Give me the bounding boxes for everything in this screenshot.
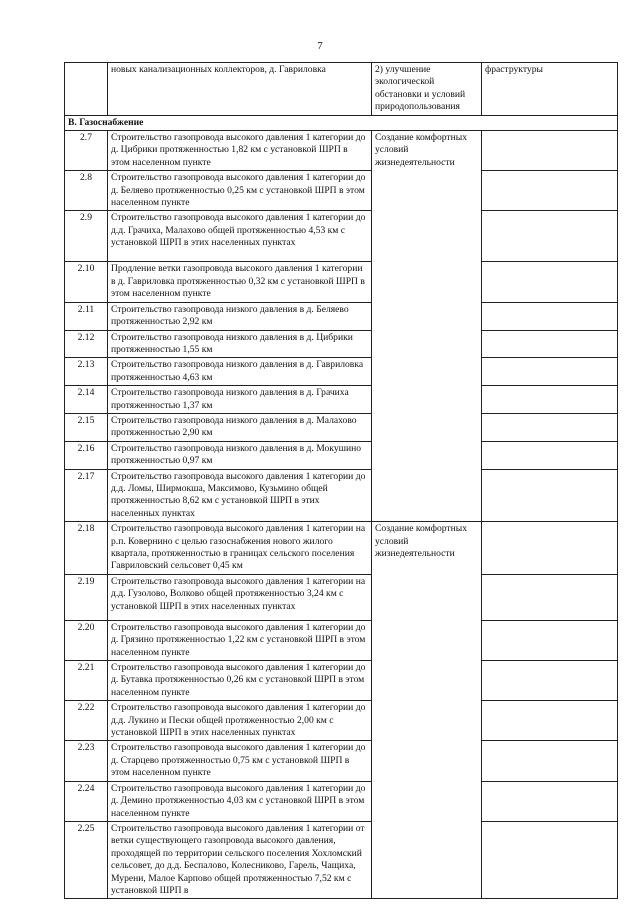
intro-row [65,63,618,116]
row-goal: Создание комфортных условий жизнедеятельности [372,131,482,522]
row-empty-cell [482,302,618,330]
row-goal: Создание комфортных условий жизнедеятельности [372,522,482,899]
row-number: 2.9 [65,211,108,262]
row-number: 2.22 [65,701,108,741]
row-number: 2.12 [65,330,108,358]
row-description: Строительство газопровода высокого давления 1 категории от ветки существующего газопровода высокого давления, проходящей по территории сельского поселения Хохломский сельсовет, до д.д. Беспалово, Колесниково, Гарель, Чащиха, Мурени, Малое Карпово общей протяженностью 7,52 км с установкой ШРП в [108,821,372,898]
gas-supply-table [64,62,618,899]
row-empty-cell [482,131,618,171]
row-empty-cell [482,211,618,262]
table-row [65,661,618,701]
table-row [65,741,618,781]
row-empty-cell [482,441,618,469]
table-row [65,171,618,211]
table-row [65,330,618,358]
table-row [65,441,618,469]
row-number: 2.25 [65,821,108,898]
table-row [65,469,618,522]
row-description: Строительство газопровода высокого давления 1 категории до д. Беляево протяженностью 0,25 км с установкой ШРП в этом населенном пункте [108,171,372,211]
row-number: 2.21 [65,661,108,701]
row-number: 2.15 [65,413,108,441]
row-number: 2.16 [65,441,108,469]
row-empty-cell [482,330,618,358]
row-description: Строительство газопровода высокого давления 1 категории до д.д. Грачиха, Малахово общей протяженностью 4,53 км с установкой ШРП в этих населенных пунктах [108,211,372,262]
table-row [65,821,618,898]
row-description: Строительство газопровода высокого давления 1 категории до д.д. Лукино и Пески общей протяженностью 2,00 км с установкой ШРП в этих населенных пунктах [108,701,372,741]
row-description: Строительство газопровода низкого давления в д. Беляево протяженностью 2,92 км [108,302,372,330]
row-number: 2.13 [65,358,108,386]
row-description: Строительство газопровода низкого давления в д. Малахово протяженностью 2,90 км [108,413,372,441]
row-description: Строительство газопровода низкого давления в д. Грачиха протяженностью 1,37 км [108,386,372,414]
row-empty-cell [482,522,618,575]
row-empty-cell [482,701,618,741]
table-row [65,262,618,302]
table-row [65,358,618,386]
row-description: Строительство газопровода высокого давления 1 категории до д. Цибрики протяженностью 1,82 км с установкой ШРП в этом населенном пункте [108,131,372,171]
row-description: Строительство газопровода высокого давления 1 категории до д. Грязино протяженностью 1,22 км с установкой ШРП в этом населенном пункте [108,620,372,660]
row-description: Строительство газопровода высокого давления 1 категории на р.п. Ковернино с целью газоснабжения нового жилого квартала, протяженностью в границах сельского поселения Гавриловский сельсовет 0,45 км [108,522,372,575]
table-row [65,131,618,171]
row-description: Строительство газопровода высокого давления 1 категории до д.д. Ломы, Ширмокша, Максимово, Кузьмино общей протяженностью 8,62 км с установкой ШРП в этих населенных пунктах [108,469,372,522]
row-number: 2.14 [65,386,108,414]
row-empty-cell [482,781,618,821]
table-row [65,574,618,620]
row-empty-cell [482,171,618,211]
table-row [65,302,618,330]
row-empty-cell [482,262,618,302]
row-number: 2.8 [65,171,108,211]
row-description: Продление ветки газопровода высокого давления 1 категории в д. Гавриловка протяженностью 0,32 км с установкой ШРП в этом населенном пункте [108,262,372,302]
table-row [65,386,618,414]
row-empty-cell [482,574,618,620]
row-number: 2.11 [65,302,108,330]
row-description: Строительство газопровода высокого давления 1 категории на д.д. Гузолово, Волково общей протяженностью 3,24 км с установкой ШРП в этих населенных пунктах [108,574,372,620]
intro-desc: новых канализационных коллекторов, д. Гавриловка [108,63,372,116]
table-row [65,620,618,660]
row-description: Строительство газопровода высокого давления 1 категории до д. Демино протяженностью 4,03 км с установкой ШРП в этом населенном пункте [108,781,372,821]
row-description: Строительство газопровода низкого давления в д. Мокушино протяженностью 0,97 км [108,441,372,469]
row-number: 2.24 [65,781,108,821]
row-empty-cell [482,386,618,414]
section-title: В. Газоснабжение [65,115,618,130]
table-row [65,781,618,821]
row-empty-cell [482,821,618,898]
row-empty-cell [482,741,618,781]
row-description: Строительство газопровода низкого давления в д. Гавриловка протяженностью 4,63 км [108,358,372,386]
table-row [65,211,618,262]
row-number: 2.20 [65,620,108,660]
row-number: 2.19 [65,574,108,620]
section-row [65,115,618,130]
row-number: 2.7 [65,131,108,171]
row-number: 2.23 [65,741,108,781]
intro-goal: 2) улучшение экологической обстановки и условий природопользования [372,63,482,116]
row-number: 2.10 [65,262,108,302]
row-description: Строительство газопровода высокого давления 1 категории до д. Старцево протяженностью 0,75 км с установкой ШРП в этом населенном пункте [108,741,372,781]
intro-infra: фраструктуры [482,63,618,116]
row-description: Строительство газопровода высокого давления 1 категории до д. Бутавка протяженностью 0,26 км с установкой ШРП в этом населенном пункте [108,661,372,701]
row-empty-cell [482,620,618,660]
table-row [65,413,618,441]
intro-num [65,63,108,116]
row-number: 2.18 [65,522,108,575]
table-body [65,63,618,899]
row-empty-cell [482,661,618,701]
page-number: 7 [317,40,323,52]
row-empty-cell [482,358,618,386]
table-row [65,701,618,741]
table-row [65,522,618,575]
row-empty-cell [482,469,618,522]
row-number: 2.17 [65,469,108,522]
row-empty-cell [482,413,618,441]
row-description: Строительство газопровода низкого давления в д. Цибрики протяженностью 1,55 км [108,330,372,358]
